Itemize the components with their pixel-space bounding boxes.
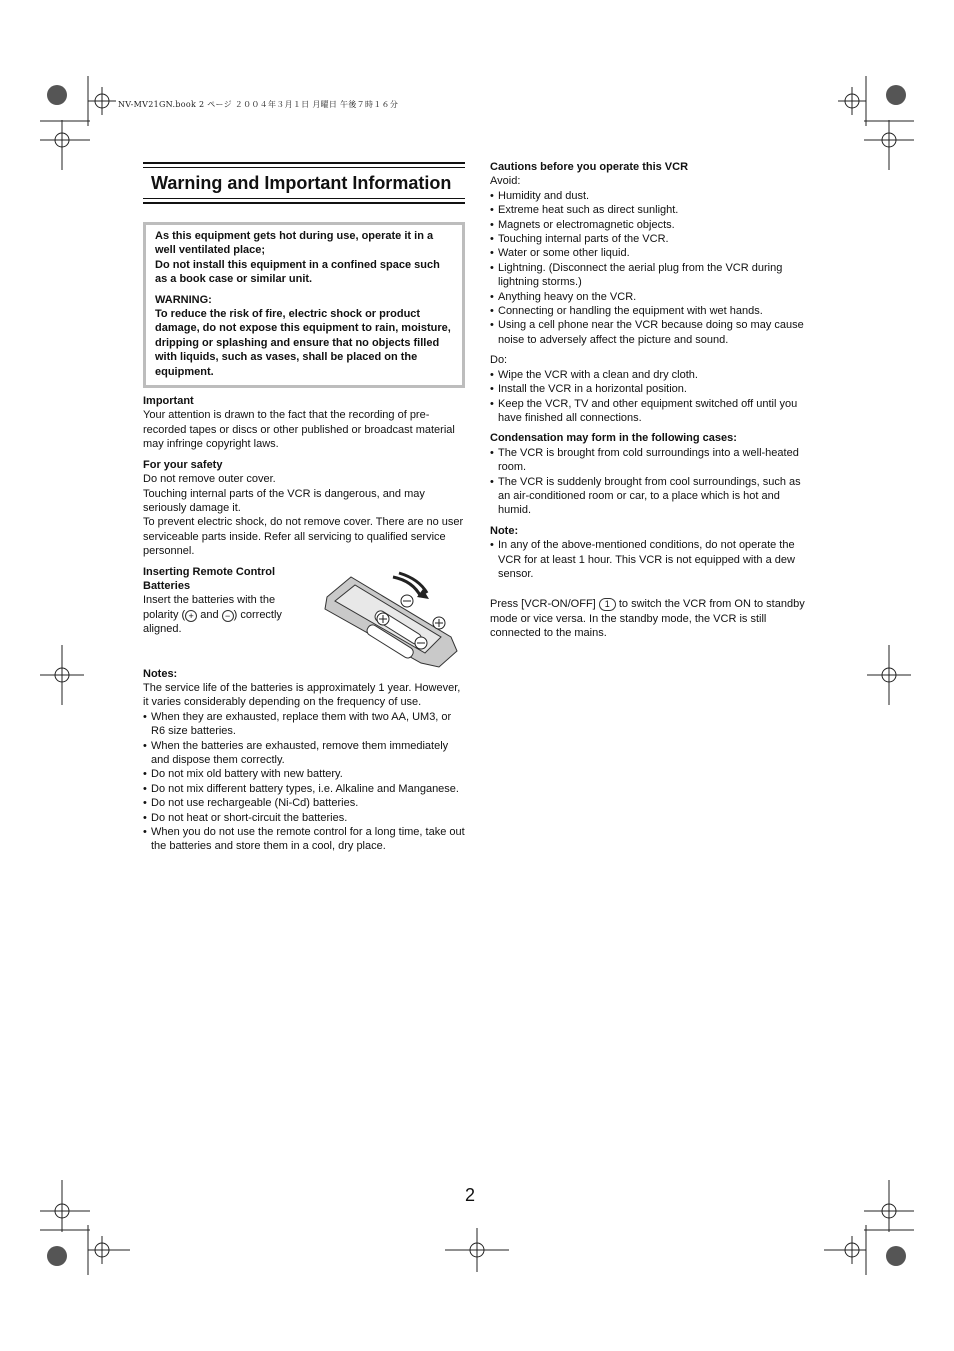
list-item: • Do not use rechargeable (Ni-Cd) batteries. (143, 796, 465, 810)
print-header: NV-MV21GN.book 2 ページ ２００４年３月１日 月曜日 午後７時１６分 (118, 100, 399, 109)
notes-list (143, 710, 465, 854)
avoid-label: Avoid: (490, 175, 521, 188)
note-section (490, 524, 812, 582)
important-heading: Important (143, 395, 194, 408)
warning-heading: WARNING: (155, 293, 212, 306)
safety-heading: For your safety (143, 458, 223, 471)
safety-line-2: Touching internal parts of the VCR is dangerous, and may seriously damage it. (143, 487, 425, 514)
notes-heading: Notes: (143, 667, 178, 680)
notes-section (143, 667, 465, 854)
safety-line-3: To prevent electric shock, do not remove cover. There are no user serviceable parts inside. Refer all servicing to qualified service personnel. (143, 516, 464, 558)
right-column (490, 160, 812, 641)
list-item: • Anything heavy on the VCR. (490, 290, 812, 304)
button-number-badge: 1 (599, 598, 616, 611)
list-item: • Using a cell phone near the VCR because doing so may cause noise to adversely affect the picture and sound. (490, 318, 812, 347)
remote-heading: Inserting Remote Control Batteries (143, 565, 276, 592)
title-block (143, 162, 465, 204)
list-item: • In any of the above-mentioned conditions, do not operate the VCR for at least 1 hour. This VCR is not equipped with a dew sensor. (490, 538, 812, 581)
remote-battery-illustration (321, 567, 461, 671)
note-heading: Note: (490, 524, 519, 537)
plus-polarity-icon: + (185, 610, 197, 622)
list-item: • Humidity and dust. (490, 189, 812, 203)
note-list (490, 538, 812, 581)
list-item: • Do not mix old battery with new battery. (143, 767, 465, 781)
list-item: • The VCR is brought from cold surroundings into a well-heated room. (490, 446, 812, 475)
list-item: • Do not mix different battery types, i.e. Alkaline and Manganese. (143, 782, 465, 796)
do-label: Do: (490, 354, 508, 367)
important-section (143, 394, 465, 452)
safety-section (143, 458, 465, 559)
warning-text: To reduce the risk of fire, electric shock or product damage, do not expose this equipment to rain, moisture, dripping or splashing and ensure that no objects filled with liquids, such as vases, shall be placed on the equipment. (155, 308, 451, 378)
condensation-section (490, 431, 812, 517)
minus-polarity-icon: − (222, 610, 234, 622)
list-item: • When you do not use the remote control for a long time, take out the batteries and store them in a cool, dry place. (143, 825, 465, 854)
list-item: • Touching internal parts of the VCR. (490, 232, 812, 246)
list-item: • Lightning. (Disconnect the aerial plug from the VCR during lightning storms.) (490, 261, 812, 290)
avoid-list (490, 189, 812, 347)
list-item: • Connecting or handling the equipment with wet hands. (490, 304, 812, 318)
safety-line-1: Do not remove outer cover. (143, 473, 276, 486)
remote-instructions: Insert the batteries with the polarity ( + and − ) correctly aligned. (143, 594, 282, 636)
page-number: 2 (465, 1185, 476, 1205)
list-item: • Wipe the VCR with a clean and dry cloth. (490, 368, 812, 382)
condensation-heading: Condensation may form in the following cases: (490, 432, 737, 445)
remote-batteries-section (143, 565, 465, 657)
list-item: • Keep the VCR, TV and other equipment switched off until you have finished all connections. (490, 397, 812, 426)
important-text: Your attention is drawn to the fact that the recording of pre-recorded tapes or discs or other published or broadcast material may infringe copyright laws. (143, 409, 455, 451)
warning-box (143, 222, 465, 388)
list-item: • Water or some other liquid. (490, 246, 812, 260)
list-item: • When the batteries are exhausted, remove them immediately and dispose them correctly. (143, 739, 465, 768)
warning-line-2: Do not install this equipment in a confined space such as a book case or similar unit. (155, 258, 440, 286)
list-item: • Extreme heat such as direct sunlight. (490, 203, 812, 217)
cautions-heading: Cautions before you operate this VCR (490, 161, 689, 173)
do-list (490, 368, 812, 426)
page-title: Warning and Important Information (151, 173, 452, 193)
cautions-section (490, 160, 812, 425)
list-item: • Do not heat or short-circuit the batteries. (143, 811, 465, 825)
list-item: • The VCR is suddenly brought from cool surroundings, such as an air-conditioned room or car, to a place which is hot and humid. (490, 475, 812, 518)
power-instruction: Press [VCR-ON/OFF] 1 to switch the VCR from ON to standby mode or vice versa. In the standby mode, the VCR is still connected to the mains. (490, 598, 805, 640)
condensation-list (490, 446, 812, 518)
list-item: • Install the VCR in a horizontal position. (490, 382, 812, 396)
left-column (143, 162, 465, 860)
warning-line-1: As this equipment gets hot during use, operate it in a well ventilated place; (155, 230, 434, 257)
list-item: • When they are exhausted, replace them with two AA, UM3, or R6 size batteries. (143, 710, 465, 739)
list-item: • Magnets or electromagnetic objects. (490, 218, 812, 232)
notes-intro: The service life of the batteries is approximately 1 year. However, it varies considerably depending on the frequency of use. (143, 681, 461, 709)
